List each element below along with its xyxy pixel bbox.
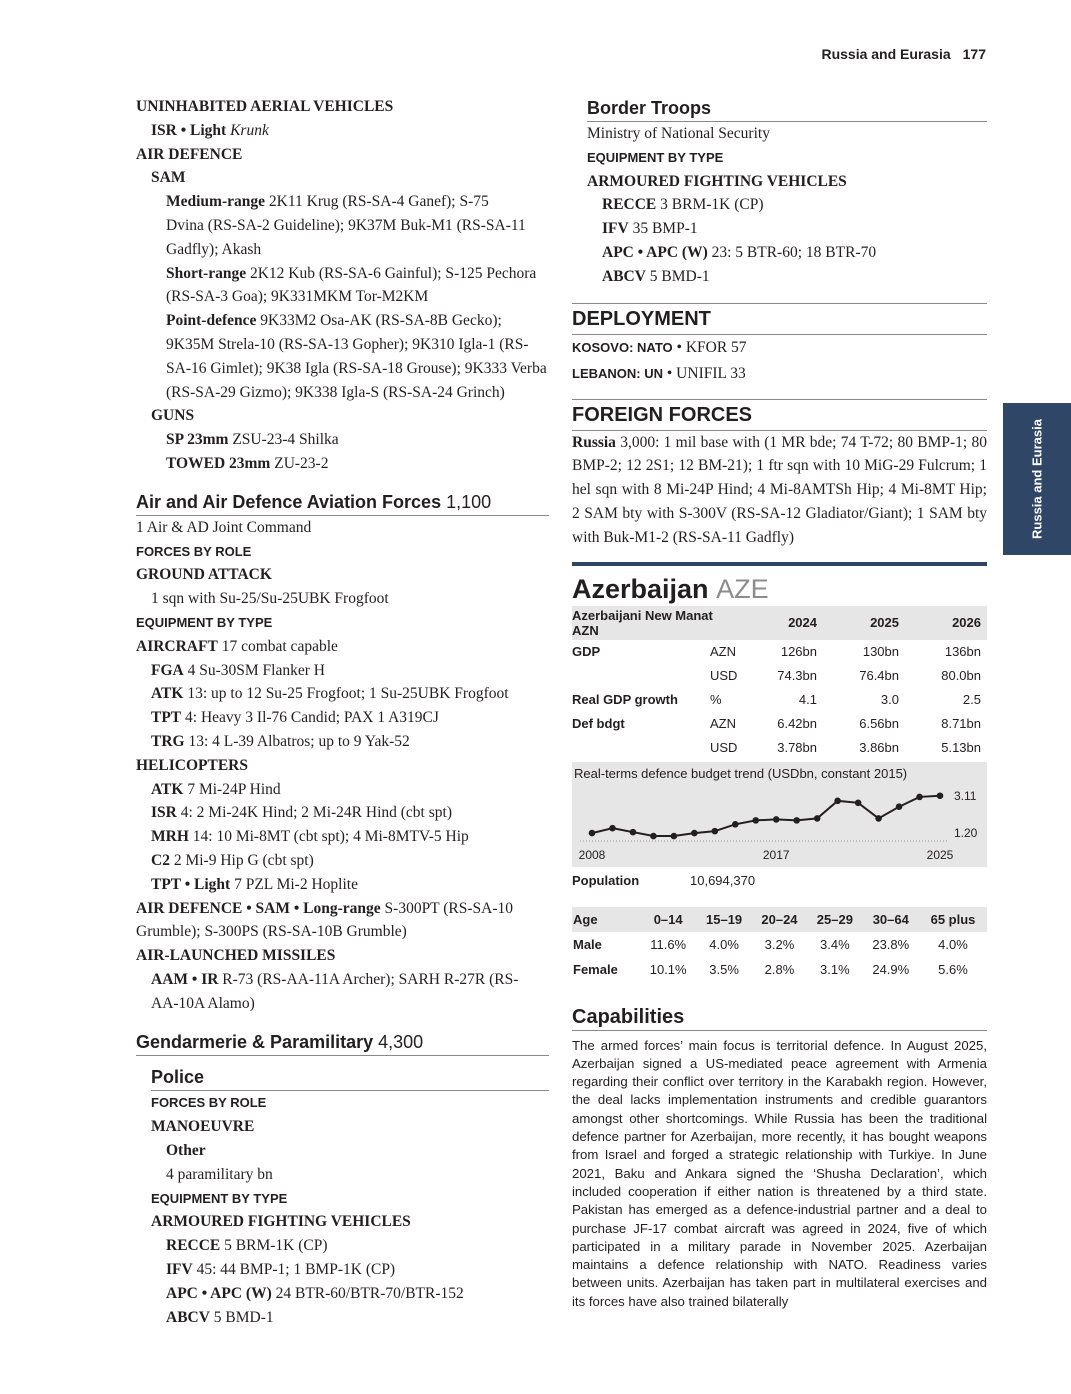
chart-point	[773, 816, 780, 823]
chart-point	[691, 829, 698, 836]
econ-value: 6.56bn	[859, 716, 899, 732]
border-afv: ARMOURED FIGHTING VEHICLES	[587, 172, 847, 190]
age-male-row	[572, 932, 987, 957]
aircraft-atk: ATK 13: up to 12 Su-25 Frogfoot; 1 Su-25UBK Frogfoot	[151, 685, 509, 703]
econ-value: 2.5	[962, 692, 981, 708]
ground-attack-text: 1 sqn with Su-25/Su-25UBK Frogfoot	[151, 590, 389, 608]
chart-point	[732, 821, 739, 828]
econ-year: 2024	[739, 606, 817, 640]
air-defence-sam-2: Grumble); S-300PS (RS-SA-10B Grumble)	[136, 923, 407, 941]
air-forces-heading: Air and Air Defence Aviation Forces 1,100	[136, 476, 549, 516]
chart-point	[814, 815, 821, 822]
air-defence-heading: AIR DEFENCE	[136, 145, 243, 163]
sam-short-2: (RS-SA-3 Goa); 9K331MKM Tor-M2KM	[166, 288, 429, 306]
chart-svg	[572, 762, 987, 867]
sam-point-3: SA-16 Gimlet); 9K38 Igla (RS-SA-18 Grouse); 9K333 Verba	[166, 359, 547, 377]
running-head	[821, 46, 986, 62]
age-cell: 10.1%	[649, 961, 687, 977]
econ-unit: AZN	[710, 644, 736, 660]
econ-unit: AZN	[710, 716, 736, 732]
age-header: 20–24	[761, 911, 798, 927]
econ-value: 80.0bn	[941, 668, 981, 684]
aircraft: AIRCRAFT 17 combat capable	[136, 637, 338, 655]
ground-attack: GROUND ATTACK	[136, 566, 272, 584]
aam: AAM • IR R-73 (RS-AA-11A Archer); SARH R-27R (RS-	[151, 970, 519, 988]
gendarmerie-heading: Gendarmerie & Paramilitary 4,300	[136, 1015, 549, 1056]
age-cell: 3.4%	[820, 936, 850, 952]
age-female-row	[572, 957, 987, 982]
border-ifv: IFV 35 BMP-1	[602, 220, 698, 238]
side-tab	[1003, 403, 1071, 555]
age-header: Age	[573, 911, 598, 927]
age-cell: 2.8%	[764, 961, 795, 977]
econ-value: 3.78bn	[777, 740, 817, 756]
heli-atk: ATK 7 Mi-24P Hind	[151, 780, 281, 798]
other-text: 4 paramilitary bn	[166, 1165, 273, 1183]
running-head-section: Russia and Eurasia	[821, 46, 951, 62]
age-table	[572, 907, 987, 982]
age-cell: 11.6%	[650, 936, 687, 952]
chart-y-tick: 1.20	[954, 825, 978, 840]
page-number: 177	[962, 46, 986, 62]
econ-value: 136bn	[944, 644, 981, 660]
econ-value: 4.1	[798, 692, 817, 708]
police-ifv: IFV 45: 44 BMP-1; 1 BMP-1K (CP)	[166, 1261, 396, 1279]
heli-isr: ISR 4: 2 Mi-24K Hind; 2 Mi-24R Hind (cbt spt)	[151, 804, 452, 822]
aircraft-tpt: TPT 4: Heavy 3 Il-76 Candid; PAX 1 A319CJ	[151, 709, 439, 727]
age-cell: 3.1%	[820, 961, 850, 977]
chart-point	[916, 793, 923, 800]
sam-point-4: (RS-SA-29 Gizmo); 9K338 Igla-S (RS-SA-24 Grinch)	[166, 383, 505, 401]
population-value: 10,694,370	[690, 873, 756, 889]
border-equipment-by-type: EQUIPMENT BY TYPE	[587, 149, 724, 165]
econ-value: 126bn	[780, 644, 817, 660]
chart-point	[855, 799, 862, 806]
econ-value: 8.71bn	[941, 716, 981, 732]
econ-label: Real GDP growth	[572, 692, 678, 708]
police-heading: Police	[151, 1064, 549, 1091]
age-cell: 3.2%	[764, 936, 795, 952]
police-abcv: ABCV 5 BMD-1	[166, 1308, 274, 1326]
deployment-kosovo: KOSOVO: NATO • KFOR 57	[572, 338, 747, 356]
deployment-heading: DEPLOYMENT	[572, 303, 987, 335]
population-table	[572, 869, 987, 893]
age-cell: 5.6%	[938, 961, 968, 977]
helicopters: HELICOPTERS	[136, 756, 248, 774]
police-recce: RECCE 5 BRM-1K (CP)	[166, 1237, 328, 1255]
chart-title: Real-terms defence budget trend (USDbn, constant 2015)	[574, 765, 908, 781]
police-afv: ARMOURED FIGHTING VEHICLES	[151, 1213, 411, 1231]
police-apc: APC • APC (W) 24 BTR-60/BTR-70/BTR-152	[166, 1284, 464, 1302]
econ-row	[572, 712, 987, 736]
sam-point-2: 9K35M Strela-10 (RS-SA-13 Gopher); 9K310 Igla-1 (RS-	[166, 335, 529, 353]
budget-chart	[572, 762, 987, 867]
age-header: 65 plus	[930, 911, 976, 927]
air-defence-sam: AIR DEFENCE • SAM • Long-range S-300PT (RS-SA-10	[136, 899, 514, 917]
ministry: Ministry of National Security	[587, 125, 770, 142]
econ-value: 74.3bn	[777, 668, 817, 684]
capabilities-heading: Capabilities	[572, 982, 987, 1031]
guns-heading: GUNS	[151, 407, 195, 425]
border-apc: APC • APC (W) 23: 5 BTR-60; 18 BTR-70	[602, 243, 877, 261]
econ-year: 2026	[899, 606, 987, 640]
right-column	[572, 95, 987, 1311]
chart-point	[671, 832, 678, 839]
heli-c2: C2 2 Mi-9 Hip G (cbt spt)	[151, 851, 314, 869]
foreign-forces-text: Russia 3,000: 1 mil base with (1 MR bde; 74 T-72; 80 BMP-1; 80 BMP-2; 12 2S1; 12 BM-21); 1 ftr sqn with 10 MiG-29 Fulcrum; 1 hel sqn with 8 Mi-24P Hind; 4 Mi-8AMTSh Hip; 4 Mi-8MT Hip; 2 SAM bty with S-300V (RS-SA-12 Gladiator/Giant); 1 SAM bty with Buk-M1-2 (RS-SA-11 Gadfly)	[572, 433, 987, 546]
chart-point	[793, 817, 800, 824]
chart-x-tick: 2008	[578, 847, 606, 862]
guns-sp: SP 23mm ZSU-23-4 Shilka	[166, 431, 339, 449]
econ-header-row	[572, 606, 987, 640]
econ-row	[572, 664, 987, 688]
side-tab-label: Russia and Eurasia	[1029, 419, 1045, 539]
age-cell: 23.8%	[872, 936, 910, 952]
uav-isr: ISR • Light Krunk	[151, 121, 269, 139]
age-cell: Female	[573, 961, 618, 977]
age-header: 30–64	[872, 911, 909, 927]
economic-table	[572, 606, 987, 760]
chart-x-tick: 2025	[926, 847, 954, 862]
age-header: 25–29	[816, 911, 853, 927]
heli-mrh: MRH 14: 10 Mi-8MT (cbt spt); 4 Mi-8MTV-5 Hip	[151, 828, 469, 846]
econ-label	[572, 664, 710, 688]
left-column	[136, 95, 549, 1329]
econ-row	[572, 640, 987, 664]
econ-unit: USD	[710, 668, 738, 684]
capabilities-text: The armed forces’ main focus is territorial defence. In August 2025, Azerbaijan signed a US-mediated peace agreement with Armenia regarding their conflict over territory in the Karabakh region. However, the deal lacks implementation instruments and credible guarantors amongst other shortcomings. While Russia has been the traditional defence partner for Azerbaijan, more recently, it has bought weapons from Israel and forged a strategic relationship with Turkiye. In June 2021, Baku and Ankara signed the ‘Shusha Declaration’, which included cooperation if either nation is threatened by a third state. Pakistan has emerged as a defence-industrial partner and a deal to purchase JF-17 combat aircraft was agreed in 2024, five of which participated in a military parade in November 2025. Azerbaijan maintains a defence relationship with NATO. Readiness varies between units. Azerbaijan has taken part in multilateral exercises and its forces have also trained bilaterally	[572, 1037, 987, 1309]
other: Other	[166, 1142, 206, 1160]
sam-medium-2: Dvina (RS-SA-2 Guideline); 9K37M Buk-M1 (RS-SA-11	[166, 216, 526, 234]
econ-value: 76.4bn	[859, 668, 899, 684]
econ-row	[572, 688, 987, 712]
econ-row	[572, 736, 987, 760]
uav-heading: UNINHABITED AERIAL VEHICLES	[136, 98, 394, 115]
econ-label: Def bdgt	[572, 716, 625, 732]
border-recce: RECCE 3 BRM-1K (CP)	[602, 196, 764, 214]
border-troops-heading: Border Troops	[587, 95, 987, 122]
chart-point	[712, 827, 719, 834]
foreign-forces-heading: FOREIGN FORCES	[572, 399, 987, 431]
age-header: 15–19	[706, 911, 743, 927]
sam-point: Point-defence 9K33M2 Osa-AK (RS-SA-8B Gecko);	[166, 312, 502, 330]
chart-point	[834, 797, 841, 804]
econ-value: 130bn	[862, 644, 899, 660]
manoeuvre: MANOEUVRE	[151, 1118, 255, 1136]
chart-point	[650, 832, 657, 839]
age-cell: 4.0%	[938, 936, 968, 952]
econ-value: 3.0	[880, 692, 899, 708]
age-cell: 4.0%	[709, 936, 739, 952]
age-cell: 3.5%	[709, 961, 739, 977]
aircraft-fga: FGA 4 Su-30SM Flanker H	[151, 661, 325, 679]
aircraft-trg: TRG 13: 4 L-39 Albatros; up to 9 Yak-52	[151, 732, 410, 750]
air-launched-missiles: AIR-LAUNCHED MISSILES	[136, 947, 336, 965]
country-title: Azerbaijan AZE	[572, 562, 987, 606]
chart-point	[589, 829, 596, 836]
air-command: 1 Air & AD Joint Command	[136, 518, 312, 536]
econ-label	[572, 736, 710, 760]
aam-2: AA-10A Alamo)	[151, 994, 255, 1012]
chart-point	[875, 815, 882, 822]
econ-label: GDP	[572, 644, 601, 660]
econ-value: 3.86bn	[859, 740, 899, 756]
police-forces-by-role: FORCES BY ROLE	[151, 1095, 267, 1111]
sam-medium: Medium-range 2K11 Krug (RS-SA-4 Ganef); S-75	[166, 193, 489, 211]
deployment-lebanon: LEBANON: UN • UNIFIL 33	[572, 364, 746, 382]
guns-towed: TOWED 23mm ZU-23-2	[166, 454, 329, 472]
age-header-row	[572, 907, 987, 932]
chart-series-line	[592, 795, 940, 835]
age-header: 0–14	[653, 911, 683, 927]
econ-value: 5.13bn	[941, 740, 981, 756]
chart-point	[630, 828, 637, 835]
econ-unit: USD	[710, 740, 738, 756]
police-equipment-by-type: EQUIPMENT BY TYPE	[151, 1190, 288, 1206]
sam-medium-3: Gadfly); Akash	[166, 240, 262, 258]
chart-y-tick: 3.11	[954, 788, 977, 803]
chart-point	[896, 803, 903, 810]
sam-short: Short-range 2K12 Kub (RS-SA-6 Gainful); S-125 Pechora	[166, 264, 537, 282]
population-label: Population	[572, 873, 640, 889]
forces-by-role: FORCES BY ROLE	[136, 543, 252, 559]
econ-year: 2025	[817, 606, 899, 640]
age-cell: 24.9%	[872, 961, 910, 977]
chart-point	[937, 792, 944, 799]
econ-currency: Azerbaijani New Manat AZN	[572, 606, 739, 640]
econ-value: 6.42bn	[777, 716, 817, 732]
equipment-by-type: EQUIPMENT BY TYPE	[136, 614, 273, 630]
chart-x-tick: 2017	[762, 847, 790, 862]
age-cell: Male	[573, 936, 602, 952]
border-abcv: ABCV 5 BMD-1	[602, 267, 710, 285]
heli-tpt: TPT • Light 7 PZL Mi-2 Hoplite	[151, 875, 358, 893]
sam-heading: SAM	[151, 169, 186, 187]
econ-unit: %	[710, 692, 722, 708]
chart-point	[609, 824, 616, 831]
chart-point	[752, 817, 759, 824]
